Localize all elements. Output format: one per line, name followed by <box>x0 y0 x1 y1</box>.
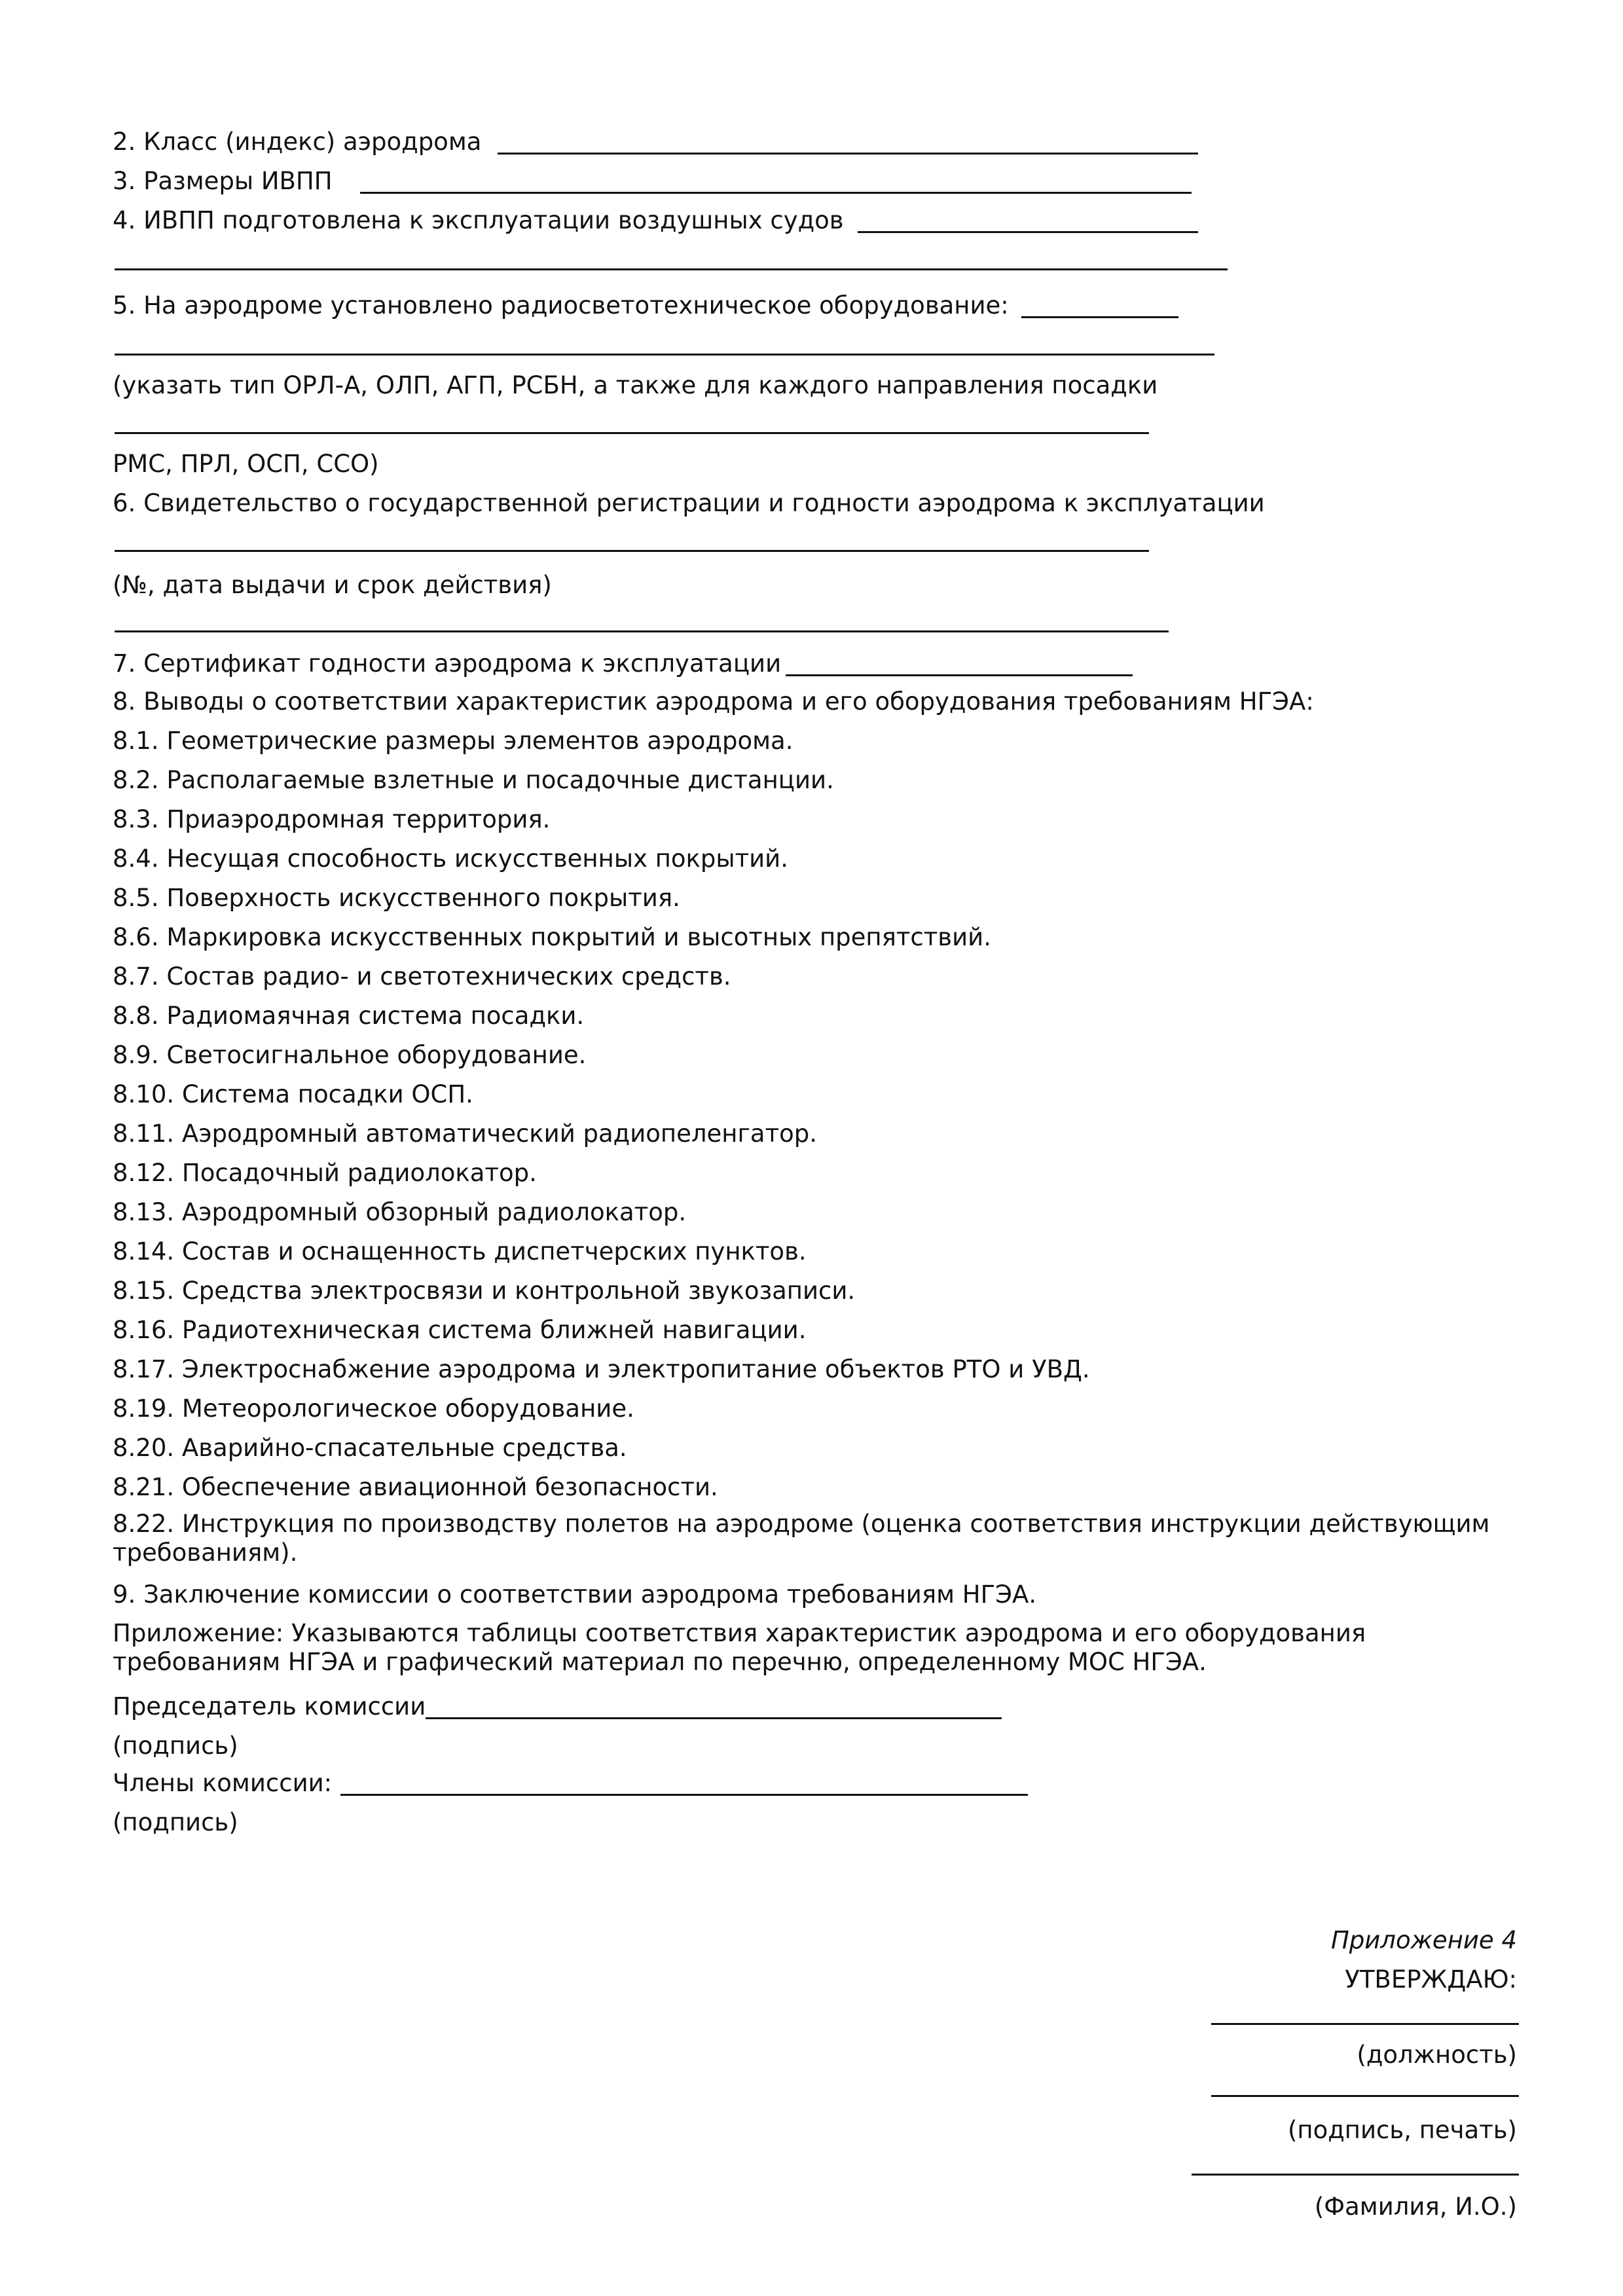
signature-seal-label: (подпись, печать) <box>1287 2116 1517 2144</box>
item-5-note-2: РМС, ПРЛ, ОСП, ССО) <box>113 450 379 478</box>
conclusion-item: 8.1. Геометрические размеры элементов аэродрома. <box>113 727 793 755</box>
item-2-label: 2. Класс (индекс) аэродрома <box>113 128 482 156</box>
item-8-label: 8. Выводы о соответствии характеристик аэродрома и его оборудования требованиям НГЭА: <box>113 687 1314 716</box>
item-3-line[interactable] <box>360 192 1192 194</box>
conclusion-item: 8.5. Поверхность искусственного покрытия. <box>113 884 680 912</box>
name-line[interactable] <box>1192 2174 1519 2176</box>
members-signature-label: (подпись) <box>113 1808 238 1836</box>
members-label: Члены комиссии: <box>113 1769 333 1797</box>
item-6-label: 6. Свидетельство о государственной регистрации и годности аэродрома к эксплуатации <box>113 489 1265 517</box>
conclusion-item: 8.9. Светосигнальное оборудование. <box>113 1041 587 1069</box>
position-line[interactable] <box>1211 2023 1519 2025</box>
chairman-label: Председатель комиссии <box>113 1692 426 1721</box>
name-label: (Фамилия, И.О.) <box>1314 2193 1517 2221</box>
item-6-note: (№, дата выдачи и срок действия) <box>113 571 552 599</box>
conclusion-item: 8.19. Метеорологическое оборудование. <box>113 1394 634 1423</box>
item-9: 9. Заключение комиссии о соответствии аэродрома требованиям НГЭА. <box>113 1580 1037 1609</box>
item-5-label: 5. На аэродроме установлено радиосветотехническое оборудование: <box>113 291 1009 319</box>
conclusion-item: 8.6. Маркировка искусственных покрытий и высотных препятствий. <box>113 923 991 951</box>
conclusion-item: 8.21. Обеспечение авиационной безопасности. <box>113 1473 718 1501</box>
item-2-line[interactable] <box>498 153 1198 155</box>
item-3-label: 3. Размеры ИВПП <box>113 167 333 195</box>
chairman-line[interactable] <box>426 1717 1002 1719</box>
conclusion-item: 8.11. Аэродромный автоматический радиопеленгатор. <box>113 1120 818 1148</box>
chairman-signature-label: (подпись) <box>113 1732 238 1760</box>
signature-seal-line[interactable] <box>1211 2095 1519 2097</box>
conclusion-item: 8.14. Состав и оснащенность диспетчерских пунктов. <box>113 1237 807 1266</box>
item-6-line[interactable] <box>115 550 1149 552</box>
item-4-line-2[interactable] <box>115 268 1228 270</box>
item-8-22: 8.22. Инструкция по производству полетов на аэродроме (оценка соответствия инструкции действующим требованиям). <box>113 1510 1490 1567</box>
item-5-note-line[interactable] <box>115 432 1149 434</box>
conclusion-item: 8.12. Посадочный радиолокатор. <box>113 1159 537 1187</box>
position-label: (должность) <box>1357 2041 1517 2069</box>
conclusion-item: 8.8. Радиомаячная система посадки. <box>113 1002 585 1030</box>
members-line[interactable] <box>340 1794 1028 1796</box>
appendix-note: Приложение: Указываются таблицы соответствия характеристик аэродрома и его оборудования требованиям НГЭА и графический материал по перечню, определенному МОС НГЭА. <box>113 1619 1366 1676</box>
item-4-label: 4. ИВПП подготовлена к эксплуатации воздушных судов <box>113 206 844 234</box>
conclusion-item: 8.20. Аварийно-спасательные средства. <box>113 1434 627 1462</box>
item-5-line-2[interactable] <box>115 354 1214 355</box>
conclusion-item: 8.10. Система посадки ОСП. <box>113 1080 473 1108</box>
item-7-label: 7. Сертификат годности аэродрома к эксплуатации <box>113 649 782 678</box>
item-7-line[interactable] <box>786 674 1133 676</box>
annex-title: Приложение 4 <box>1330 1926 1517 1954</box>
item-4-line[interactable] <box>858 231 1198 233</box>
conclusion-item: 8.13. Аэродромный обзорный радиолокатор. <box>113 1198 687 1226</box>
conclusion-item: 8.2. Располагаемые взлетные и посадочные дистанции. <box>113 766 834 794</box>
conclusion-item: 8.15. Средства электросвязи и контрольной звукозаписи. <box>113 1277 856 1305</box>
item-5-line[interactable] <box>1021 316 1178 318</box>
conclusion-item: 8.16. Радиотехническая система ближней навигации. <box>113 1316 807 1344</box>
conclusion-item: 8.3. Приаэродромная территория. <box>113 805 551 833</box>
conclusion-item: 8.4. Несущая способность искусственных покрытий. <box>113 845 788 873</box>
approve-label: УТВЕРЖДАЮ: <box>1345 1965 1517 1994</box>
conclusion-item: 8.17. Электроснабжение аэродрома и электропитание объектов РТО и УВД. <box>113 1355 1090 1383</box>
item-5-note-1: (указать тип ОРЛ-А, ОЛП, АГП, РСБН, а также для каждого направления посадки <box>113 371 1158 399</box>
item-6-note-line[interactable] <box>115 630 1169 632</box>
conclusion-item: 8.7. Состав радио- и светотехнических средств. <box>113 962 731 991</box>
